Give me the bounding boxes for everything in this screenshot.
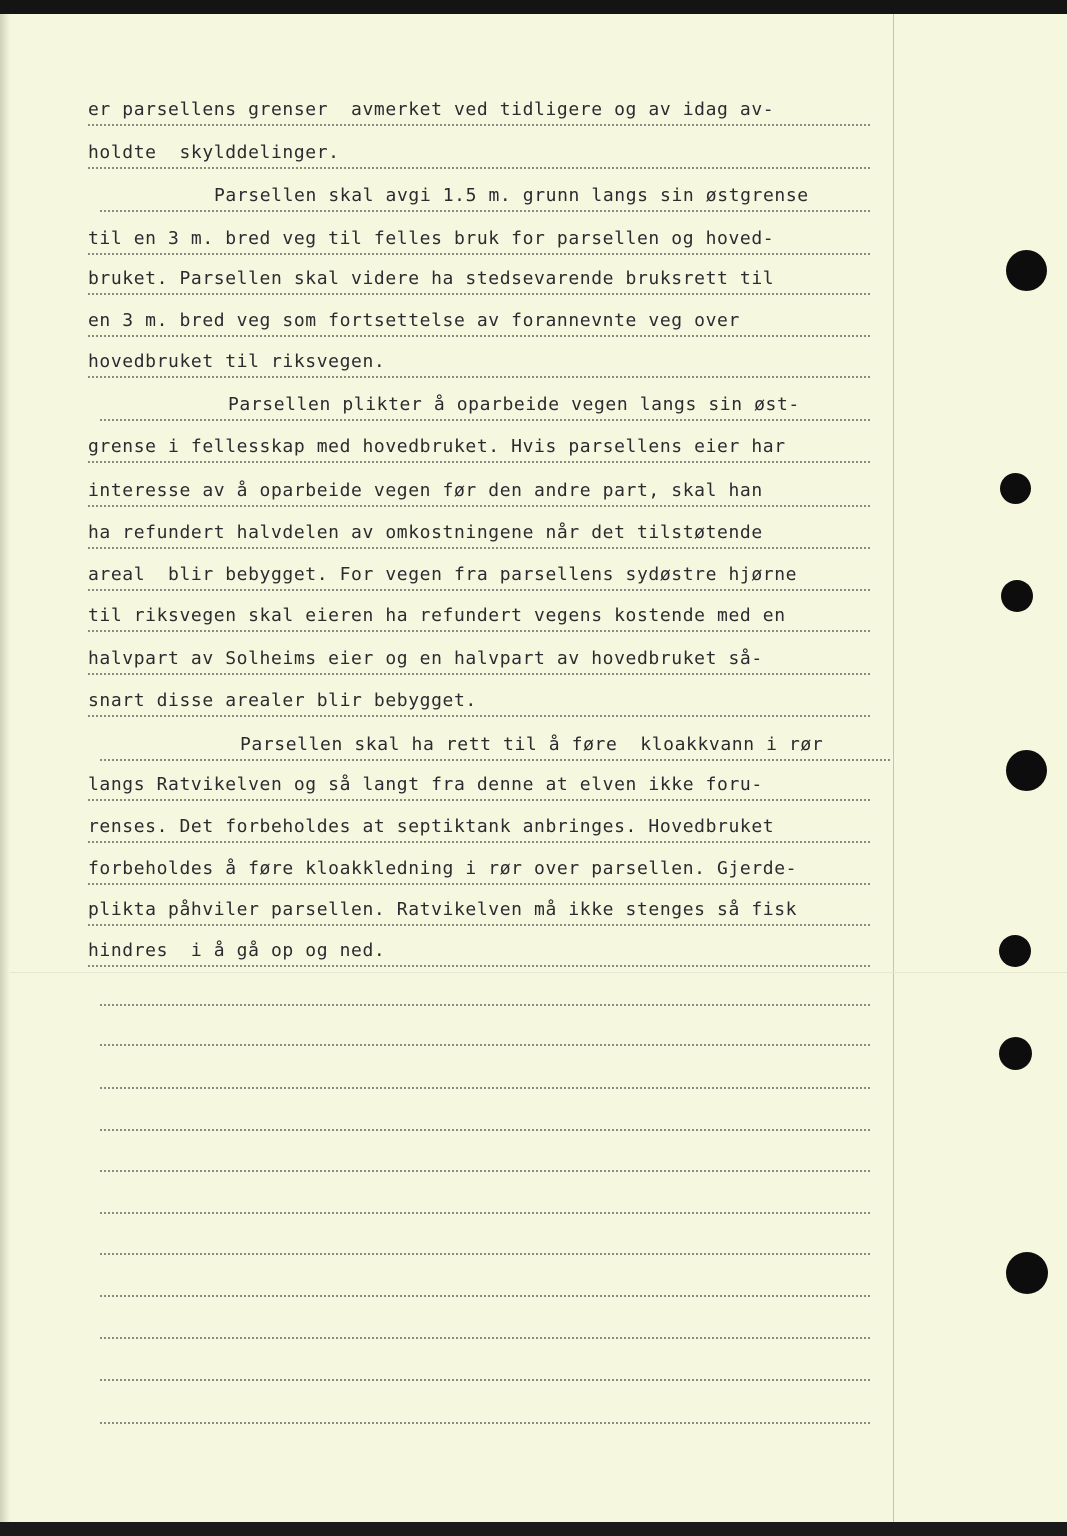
text-line — [88, 350, 870, 378]
page-left-edge — [0, 14, 10, 1522]
empty-ruled-line — [100, 1311, 870, 1339]
text-line — [88, 647, 870, 675]
text-line — [88, 857, 870, 885]
text-line — [88, 227, 870, 255]
text-line — [88, 939, 870, 967]
line-text: Parsellen plikter å oparbeide vegen langs sin øst- — [228, 394, 800, 415]
line-text: en 3 m. bred veg som fortsettelse av forannevnte veg over — [88, 310, 740, 331]
line-text: til riksvegen skal eieren ha refundert vegens kostende med en — [88, 605, 786, 626]
line-text: Parsellen skal avgi 1.5 m. grunn langs sin østgrense — [214, 185, 809, 206]
line-text: bruket. Parsellen skal videre ha stedsevarende bruksrett til — [88, 268, 775, 289]
text-line — [88, 815, 870, 843]
line-text: Parsellen skal ha rett til å føre kloakkvann i rør — [240, 734, 824, 755]
text-line — [100, 733, 890, 761]
text-line — [100, 184, 870, 212]
text-line — [100, 393, 870, 421]
line-text: snart disse arealer blir bebygget. — [88, 690, 477, 711]
text-line — [88, 898, 870, 926]
page-fold — [10, 972, 1067, 973]
empty-ruled-line — [100, 1144, 870, 1172]
line-text: hovedbruket til riksvegen. — [88, 351, 386, 372]
empty-ruled-line — [100, 1353, 870, 1381]
line-text: langs Ratvikelven og så langt fra denne at elven ikke foru- — [88, 774, 763, 795]
empty-ruled-line — [100, 1227, 870, 1255]
empty-ruled-line — [100, 1186, 870, 1214]
line-text: forbeholdes å føre kloakkledning i rør over parsellen. Gjerde- — [88, 858, 798, 879]
line-text: til en 3 m. bred veg til felles bruk for parsellen og hoved- — [88, 228, 775, 249]
margin-rule — [893, 14, 894, 1522]
line-text: grense i fellesskap med hovedbruket. Hvis parsellens eier har — [88, 436, 786, 457]
punch-hole-2 — [1000, 473, 1031, 504]
scan-top-border — [0, 0, 1067, 14]
punch-hole-7 — [1006, 1252, 1048, 1294]
line-text: ha refundert halvdelen av omkostningene når det tilstøtende — [88, 522, 763, 543]
text-line — [88, 773, 870, 801]
text-line — [88, 267, 870, 295]
line-text: hindres i å gå op og ned. — [88, 940, 386, 961]
punch-hole-4 — [1006, 750, 1047, 791]
text-line — [88, 98, 870, 126]
empty-ruled-line — [100, 1103, 870, 1131]
line-text: er parsellens grenser avmerket ved tidligere og av idag av- — [88, 99, 775, 120]
line-text: halvpart av Solheims eier og en halvpart av hovedbruket så- — [88, 648, 763, 669]
text-line — [88, 521, 870, 549]
text-line — [88, 479, 870, 507]
punch-hole-3 — [1001, 580, 1033, 612]
text-line — [88, 141, 870, 169]
empty-ruled-line — [100, 1061, 870, 1089]
punch-hole-1 — [1006, 250, 1047, 291]
text-line — [88, 435, 870, 463]
empty-ruled-line — [100, 1396, 870, 1424]
line-text: holdte skylddelinger. — [88, 142, 340, 163]
text-line — [88, 563, 870, 591]
scan-bottom-border — [0, 1522, 1067, 1536]
empty-ruled-line — [100, 978, 870, 1006]
line-text: renses. Det forbeholdes at septiktank anbringes. Hovedbruket — [88, 816, 775, 837]
line-text: plikta påhviler parsellen. Ratvikelven må ikke stenges så fisk — [88, 899, 798, 920]
text-line — [88, 689, 870, 717]
punch-hole-6 — [999, 1037, 1032, 1070]
line-text: areal blir bebygget. For vegen fra parsellens sydøstre hjørne — [88, 564, 798, 585]
text-line — [88, 309, 870, 337]
text-line — [88, 604, 870, 632]
line-text: interesse av å oparbeide vegen før den andre part, skal han — [88, 480, 763, 501]
empty-ruled-line — [100, 1018, 870, 1046]
empty-ruled-line — [100, 1269, 870, 1297]
punch-hole-5 — [999, 935, 1031, 967]
